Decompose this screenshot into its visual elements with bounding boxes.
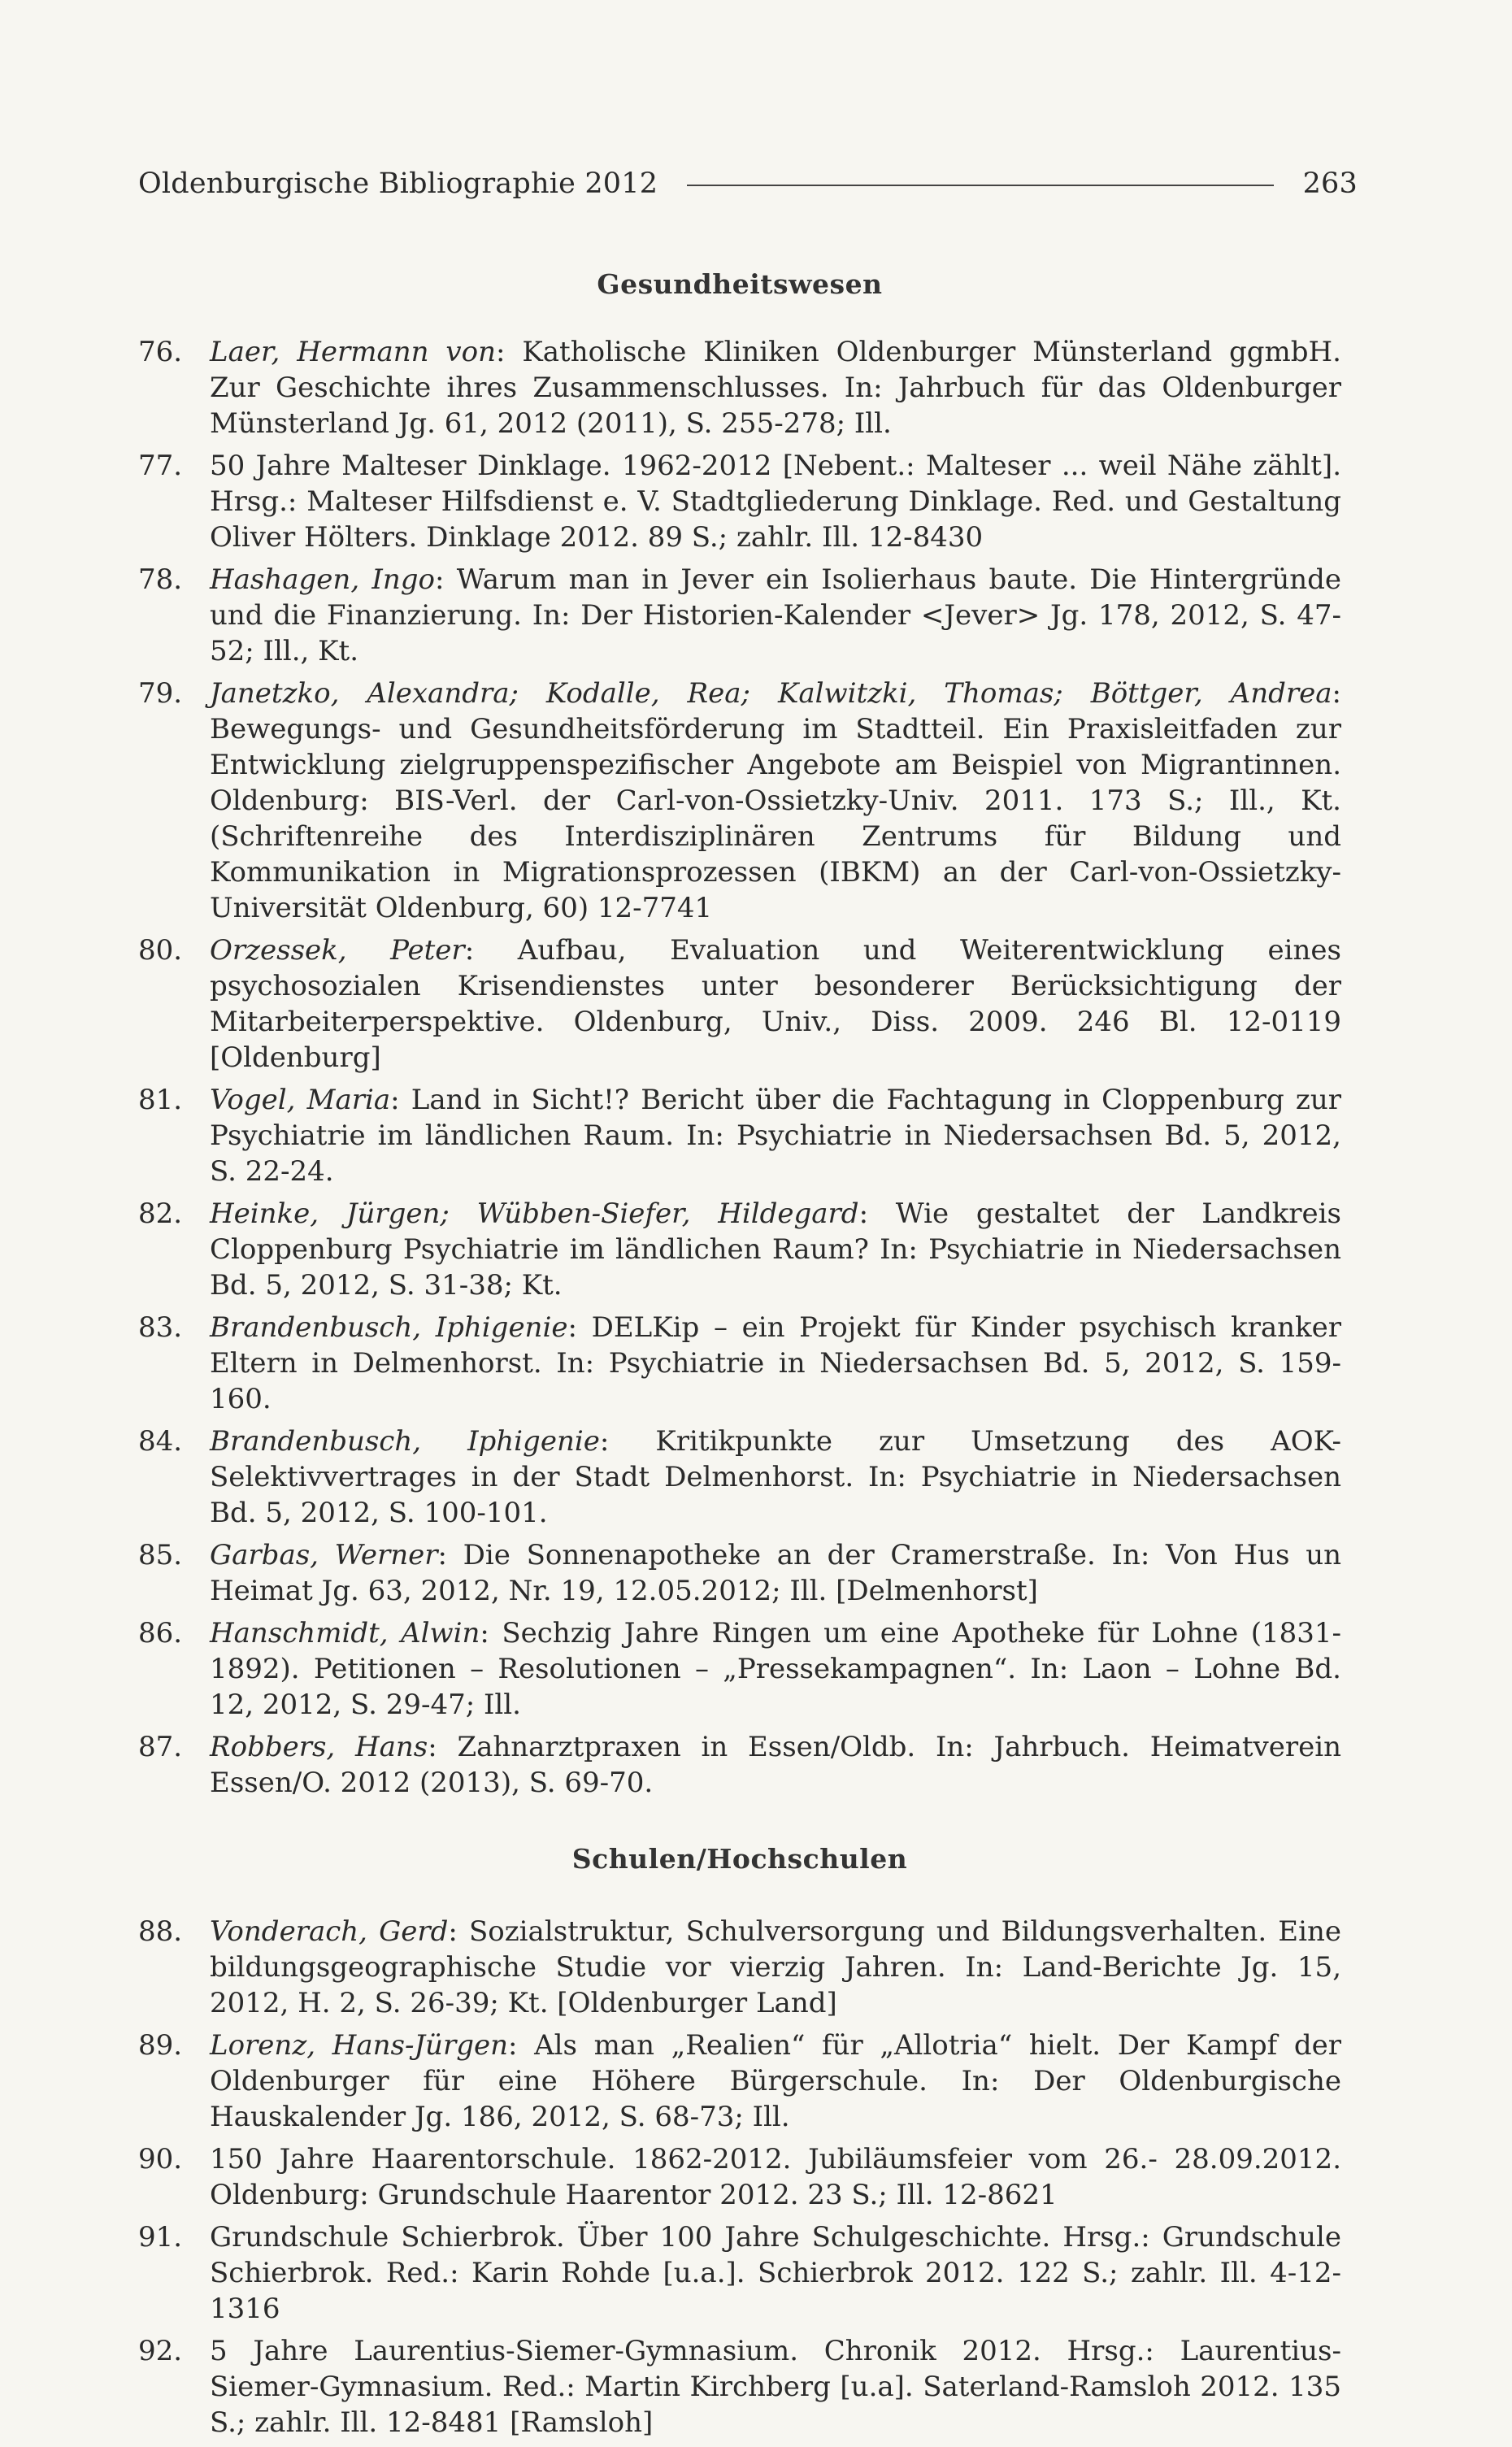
- bibliography-entry: [138, 2333, 1341, 2440]
- header-rule: [687, 185, 1273, 186]
- entry-author: Brandenbusch, Iphigenie: [210, 1311, 568, 1344]
- entry-text: [210, 1537, 1341, 1609]
- bibliography-entry: [138, 2219, 1341, 2327]
- bibliography-entry: [138, 1615, 1341, 1723]
- entry-text: [210, 334, 1341, 441]
- entry-number: 78.: [138, 563, 183, 596]
- bibliography-entry: [138, 2028, 1341, 2135]
- entry-number: 80.: [138, 934, 183, 967]
- entry-author: Vogel, Maria: [210, 1084, 391, 1116]
- bibliography-entry: [138, 1914, 1341, 2021]
- bibliography-entry: [138, 448, 1341, 555]
- entry-list-health: [138, 334, 1341, 1801]
- entry-text: [210, 2333, 1341, 2440]
- entry-text: [210, 1615, 1341, 1723]
- entry-text: [210, 2219, 1341, 2327]
- entry-citation: : Warum man in Jever ein Isolierhaus baute. Die Hintergründe und die Finanzierung. In: Der Historien-Kalender <Jever> Jg. 178, 2012, S. 47-52; Ill., Kt.: [210, 563, 1342, 667]
- entry-number: 88.: [138, 1915, 183, 1948]
- entry-author: Janetzko, Alexandra; Kodalle, Rea; Kalwitzki, Thomas; Böttger, Andrea: [210, 677, 1332, 710]
- entry-author: Robbers, Hans: [210, 1731, 428, 1763]
- bibliography-entry: [138, 562, 1341, 669]
- entry-citation: 5 Jahre Laurentius-Siemer-Gymnasium. Chronik 2012. Hrsg.: Laurentius-Siemer-Gymnasium. Red.: Martin Kirchberg [u.a]. Saterland-Ramsloh 2012. 135 S.; zahlr. Ill. 12-8481 [Ramsloh]: [210, 2335, 1341, 2439]
- entry-author: Vonderach, Gerd: [210, 1915, 449, 1948]
- bibliography-entry: [138, 1082, 1341, 1189]
- entry-text: [210, 2028, 1341, 2135]
- entry-citation: : DELKip – ein Projekt für Kinder psychisch kranker Eltern in Delmenhorst. In: Psychiatrie in Niedersachsen Bd. 5, 2012, S. 159-160.: [210, 1311, 1342, 1415]
- entry-number: 89.: [138, 2029, 183, 2062]
- entry-number: 79.: [138, 677, 183, 710]
- entry-text: [210, 1196, 1341, 1303]
- entry-number: 90.: [138, 2143, 183, 2175]
- bibliography-entry: [138, 1423, 1341, 1531]
- entry-text: [210, 448, 1341, 555]
- entry-author: Hanschmidt, Alwin: [210, 1617, 480, 1649]
- entry-citation: : Als man „Realien“ für „Allotria“ hielt. Der Kampf der Oldenburger für eine Höhere Bürgerschule. In: Der Oldenburgische Hauskalender Jg. 186, 2012, S. 68-73; Ill.: [210, 2029, 1342, 2133]
- entry-author: Orzessek, Peter: [210, 934, 465, 967]
- bibliography-entry: [138, 2141, 1341, 2213]
- entry-author: Laer, Hermann von: [210, 336, 497, 368]
- entry-number: 82.: [138, 1197, 183, 1230]
- bibliography-entry: [138, 932, 1341, 1076]
- entry-number: 85.: [138, 1539, 183, 1571]
- entry-number: 84.: [138, 1425, 183, 1458]
- entry-citation: : Die Sonnenapotheke an der Cramerstraße. In: Von Hus un Heimat Jg. 63, 2012, Nr. 19, 12.05.2012; Ill. [Delmenhorst]: [210, 1539, 1341, 1607]
- bibliography-entry: [138, 676, 1341, 926]
- entry-citation: : Bewegungs- und Gesundheitsförderung im Stadtteil. Ein Praxisleitfaden zur Entwicklung zielgruppenspezifischer Angebote am Beispiel von Migrantinnen. Oldenburg: BIS-Verl. der Carl-von-Ossietzky-Univ. 2011. 173 S.; Ill., Kt. (Schriftenreihe des Interdisziplinären Zentrums für Bildung und Kommunikation in Migrationsprozessen (IBKM) an der Carl-von-Ossietzky-Universität Oldenburg, 60) 12-7741: [210, 677, 1341, 924]
- bibliography-entry: [138, 1196, 1341, 1303]
- entry-citation: : Land in Sicht!? Bericht über die Fachtagung in Cloppenburg zur Psychiatrie im ländlichen Raum. In: Psychiatrie in Niedersachsen Bd. 5, 2012, S. 22-24.: [210, 1084, 1341, 1188]
- entry-text: [210, 1423, 1341, 1531]
- entry-citation: : Zahnarztpraxen in Essen/Oldb. In: Jahrbuch. Heimatverein Essen/O. 2012 (2013), S. 69-70.: [210, 1731, 1342, 1799]
- page-body: [138, 268, 1341, 2447]
- bibliography-entry: [138, 334, 1341, 441]
- page-number: 263: [1302, 167, 1358, 200]
- entry-citation: : Sozialstruktur, Schulversorgung und Bildungsverhalten. Eine bildungsgeographische Studie vor vierzig Jahren. In: Land-Berichte Jg. 15, 2012, H. 2, S. 26-39; Kt. [Oldenburger Land]: [210, 1915, 1341, 2019]
- entry-citation: 150 Jahre Haarentorschule. 1862-2012. Jubiläumsfeier vom 26.- 28.09.2012. Oldenburg: Grundschule Haarentor 2012. 23 S.; Ill. 12-8621: [210, 2143, 1341, 2211]
- entry-number: 91.: [138, 2221, 183, 2254]
- entry-number: 81.: [138, 1084, 183, 1116]
- entry-author: Hashagen, Ingo: [210, 563, 435, 596]
- entry-citation: : Aufbau, Evaluation und Weiterentwicklung eines psychosozialen Krisendienstes unter besonderer Berücksichtigung der Mitarbeiterperspektive. Oldenburg, Univ., Diss. 2009. 246 Bl. 12-0119 [Oldenburg]: [210, 934, 1342, 1074]
- entry-number: 83.: [138, 1311, 183, 1344]
- entry-citation: : Katholische Kliniken Oldenburger Münsterland ggmbH. Zur Geschichte ihres Zusammenschlusses. In: Jahrbuch für das Oldenburger Münsterland Jg. 61, 2012 (2011), S. 255-278; Ill.: [210, 336, 1341, 440]
- section-heading-schools: Schulen/Hochschulen: [571, 1843, 908, 1875]
- entry-citation: : Wie gestaltet der Landkreis Cloppenburg Psychiatrie im ländlichen Raum? In: Psychiatrie in Niedersachsen Bd. 5, 2012, S. 31-38; Kt.: [210, 1197, 1342, 1302]
- entry-author: Lorenz, Hans-Jürgen: [210, 2029, 508, 2062]
- bibliography-entry: [138, 1729, 1341, 1801]
- entry-text: [210, 1082, 1341, 1189]
- entry-text: [210, 676, 1341, 926]
- entry-text: [210, 1310, 1341, 1417]
- entry-citation: : Sechzig Jahre Ringen um eine Apotheke für Lohne (1831-1892). Petitionen – Resolutionen – „Pressekampagnen“. In: Laon – Lohne Bd. 12, 2012, S. 29-47; Ill.: [210, 1617, 1341, 1721]
- entry-citation: Grundschule Schierbrok. Über 100 Jahre Schulgeschichte. Hrsg.: Grundschule Schierbrok. Red.: Karin Rohde [u.a.]. Schierbrok 2012. 122 S.; zahlr. Ill. 4-12-1316: [210, 2221, 1341, 2325]
- entry-text: [210, 2141, 1341, 2213]
- entry-text: [210, 1729, 1341, 1801]
- entry-citation: 50 Jahre Malteser Dinklage. 1962-2012 [Nebent.: Malteser ... weil Nähe zählt]. Hrsg.: Malteser Hilfsdienst e. V. Stadtgliederung Dinklage. Red. und Gestaltung Oliver Hölters. Dinklage 2012. 89 S.; zahlr. Ill. 12-8430: [210, 450, 1341, 554]
- entry-citation: : Kritikpunkte zur Umsetzung des AOK-Selektivvertrages in der Stadt Delmenhorst. In: Psychiatrie in Niedersachsen Bd. 5, 2012, S. 100-101.: [210, 1425, 1341, 1529]
- entry-text: [210, 1914, 1341, 2021]
- header-title: Oldenburgische Bibliographie 2012: [138, 167, 658, 200]
- entry-number: 77.: [138, 450, 183, 482]
- entry-author: Heinke, Jürgen; Wübben-Siefer, Hildegard: [210, 1197, 859, 1230]
- entry-list-schools: [138, 1914, 1341, 2440]
- entry-number: 87.: [138, 1731, 183, 1763]
- running-header: [138, 161, 1358, 206]
- entry-text: [210, 932, 1341, 1076]
- bibliography-entry: [138, 1537, 1341, 1609]
- entry-text: [210, 562, 1341, 669]
- entry-number: 76.: [138, 336, 183, 368]
- entry-number: 92.: [138, 2335, 183, 2367]
- entry-number: 86.: [138, 1617, 183, 1649]
- section-heading-health: Gesundheitswesen: [597, 268, 883, 300]
- entry-author: Garbas, Werner: [210, 1539, 438, 1571]
- bibliography-entry: [138, 1310, 1341, 1417]
- entry-author: Brandenbusch, Iphigenie: [210, 1425, 600, 1458]
